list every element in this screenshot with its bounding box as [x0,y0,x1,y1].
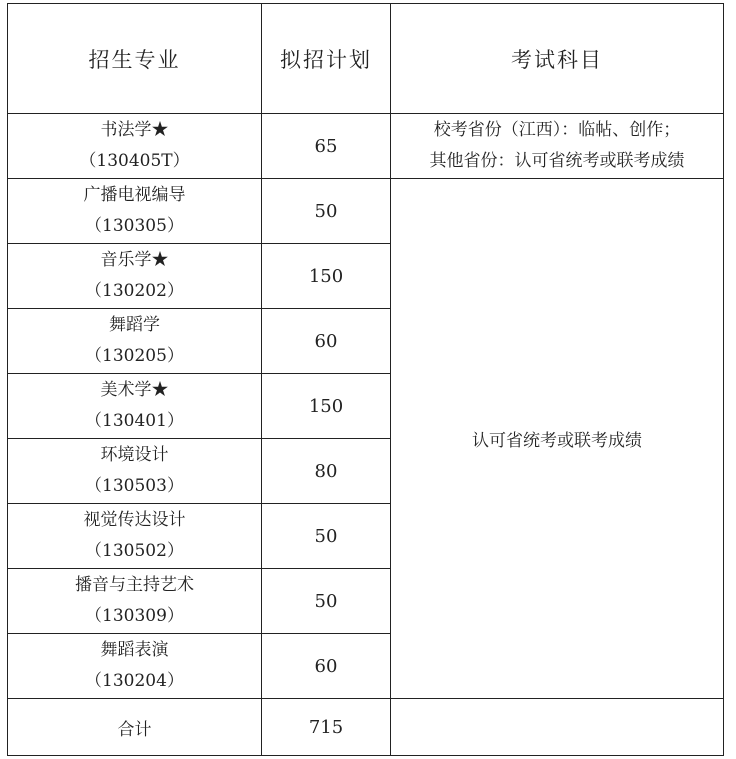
major-cell [8,439,262,504]
table-row [8,179,724,244]
exam-subjects-merged: 认可省统考或联考成绩 [391,179,724,699]
major-name: 广播电视编导 [83,185,186,205]
plan-count: 60 [262,634,391,699]
plan-count: 50 [262,179,391,244]
plan-count: 150 [262,244,391,309]
major-code: （130202） [85,281,184,301]
major-name: 播音与主持艺术 [75,575,194,595]
plan-count: 50 [262,504,391,569]
major-name: 美术学★ [100,380,169,400]
major-code: （130401） [85,411,184,431]
exam-line-1: 校考省份（江西）：临帖、创作； [433,120,681,140]
major-name: 舞蹈学 [109,315,160,335]
exam-line-2: 其他省份：认可省统考或联考成绩 [429,151,685,171]
major-cell [8,374,262,439]
header-exam: 考试科目 [391,4,724,114]
major-code: （130309） [85,606,184,626]
major-code: （130502） [85,541,184,561]
major-cell [8,244,262,309]
header-major: 招生专业 [8,4,262,114]
major-cell [8,309,262,374]
major-name: 视觉传达设计 [83,510,186,530]
table-row [8,114,724,179]
total-row [8,699,724,756]
exam-subjects-calligraphy [391,114,724,179]
plan-count: 60 [262,309,391,374]
enrollment-plan-table [7,3,724,756]
major-cell [8,114,262,179]
plan-count: 80 [262,439,391,504]
major-cell [8,634,262,699]
table-header-row [8,4,724,114]
total-exam-cell [391,699,724,756]
major-code: （130305） [85,216,184,236]
total-plan-count: 715 [262,699,391,756]
plan-count: 65 [262,114,391,179]
major-name: 环境设计 [100,445,169,465]
major-cell [8,504,262,569]
major-code: （130503） [85,476,184,496]
major-cell [8,569,262,634]
plan-count: 150 [262,374,391,439]
total-label: 合计 [8,699,262,756]
major-name: 书法学★ [100,120,169,140]
major-name: 音乐学★ [100,250,169,270]
major-code: （130204） [85,671,184,691]
major-code: （130405T） [79,151,190,171]
major-name: 舞蹈表演 [100,640,169,660]
header-plan: 拟招计划 [262,4,391,114]
major-code: （130205） [85,346,184,366]
plan-count: 50 [262,569,391,634]
major-cell [8,179,262,244]
